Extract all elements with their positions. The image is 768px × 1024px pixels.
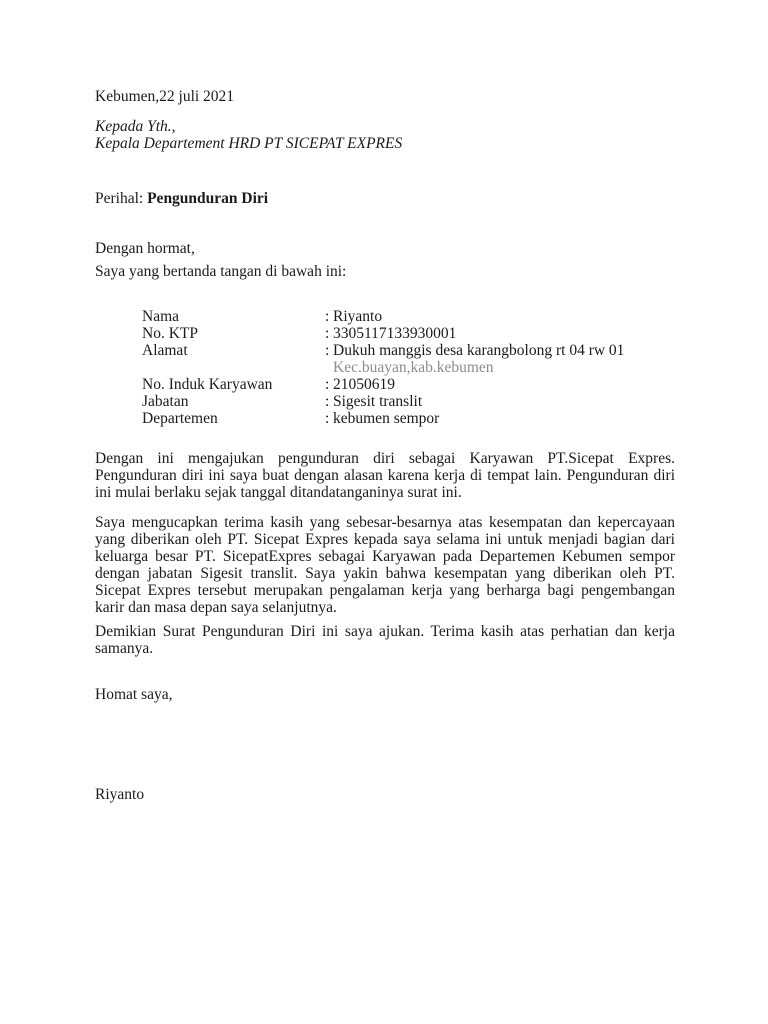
paragraph-closing-statement: Demikian Surat Pengunduran Diri ini saya ajukan. Terima kasih atas perhatian dan kerja samanya. — [95, 623, 675, 657]
signature-name: Riyanto — [95, 786, 145, 803]
detail-row-no-induk-karyawan — [142, 376, 675, 393]
detail-row-jabatan — [142, 393, 675, 410]
detail-label: No. KTP — [142, 325, 198, 342]
detail-separator: : — [325, 376, 330, 393]
subject-line — [95, 190, 675, 207]
detail-value: Sigesit translit — [333, 393, 423, 410]
subject-label: Perihal: — [95, 190, 148, 207]
detail-value-line1: Dukuh manggis desa karangbolong rt 04 rw 01 — [333, 342, 625, 359]
detail-separator: : — [325, 342, 330, 359]
detail-label: Departemen — [142, 410, 218, 427]
subject-value: Pengunduran Diri — [147, 190, 269, 207]
salutation: Dengan hormat, — [95, 240, 195, 257]
detail-row-departemen — [142, 410, 675, 427]
recipient-title: Kepala Departement HRD PT SICEPAT EXPRES — [95, 135, 403, 152]
detail-value-line2: Kec.buayan,kab.kebumen — [333, 359, 494, 376]
detail-label: Alamat — [142, 342, 188, 359]
detail-value: 3305117133930001 — [333, 325, 457, 342]
detail-separator: : — [325, 325, 330, 342]
details-table — [142, 308, 675, 427]
paragraph-gratitude: Saya mengucapkan terima kasih yang sebesar-besarnya atas kesempatan dan kepercayaan yang diberikan oleh PT. Sicepat Expres kepada saya selama ini untuk menjadi bagian dari keluarga besar PT. SicepatExpres sebagai Karyawan pada Departemen Kebumen sempor dengan jabatan Sigesit translit. Saya yakin bahwa kesempatan yang diberikan oleh PT. Sicepat Expres tersebut merupakan pengalaman kerja yang berharga bagi pengembangan karir dan masa depan saya selanjutnya. — [95, 514, 675, 616]
detail-label: Jabatan — [142, 393, 189, 410]
detail-separator: : — [325, 410, 330, 427]
detail-value: Riyanto — [333, 308, 383, 325]
detail-separator: : — [325, 308, 330, 325]
detail-row-no-ktp — [142, 325, 675, 342]
detail-value — [333, 342, 675, 376]
detail-row-alamat — [142, 342, 675, 376]
intro-line: Saya yang bertanda tangan di bawah ini: — [95, 263, 347, 280]
detail-label: Nama — [142, 308, 180, 325]
detail-separator: : — [325, 393, 330, 410]
detail-row-nama — [142, 308, 675, 325]
recipient-salutation: Kepada Yth., — [95, 118, 176, 135]
closing-salutation: Homat saya, — [95, 686, 173, 703]
date-line: Kebumen,22 juli 2021 — [95, 88, 235, 105]
letter-body — [95, 450, 675, 657]
paragraph-resignation: Dengan ini mengajukan pengunduran diri sebagai Karyawan PT.Sicepat Expres. Pengunduran diri ini saya buat dengan alasan karena kerja di tempat lain. Pengunduran diri ini mulai berlaku sejak tanggal ditandatanganinya surat ini. — [95, 450, 675, 501]
detail-value: kebumen sempor — [333, 410, 440, 427]
detail-label: No. Induk Karyawan — [142, 376, 273, 393]
recipient-block — [95, 118, 675, 152]
detail-value: 21050619 — [333, 376, 395, 393]
